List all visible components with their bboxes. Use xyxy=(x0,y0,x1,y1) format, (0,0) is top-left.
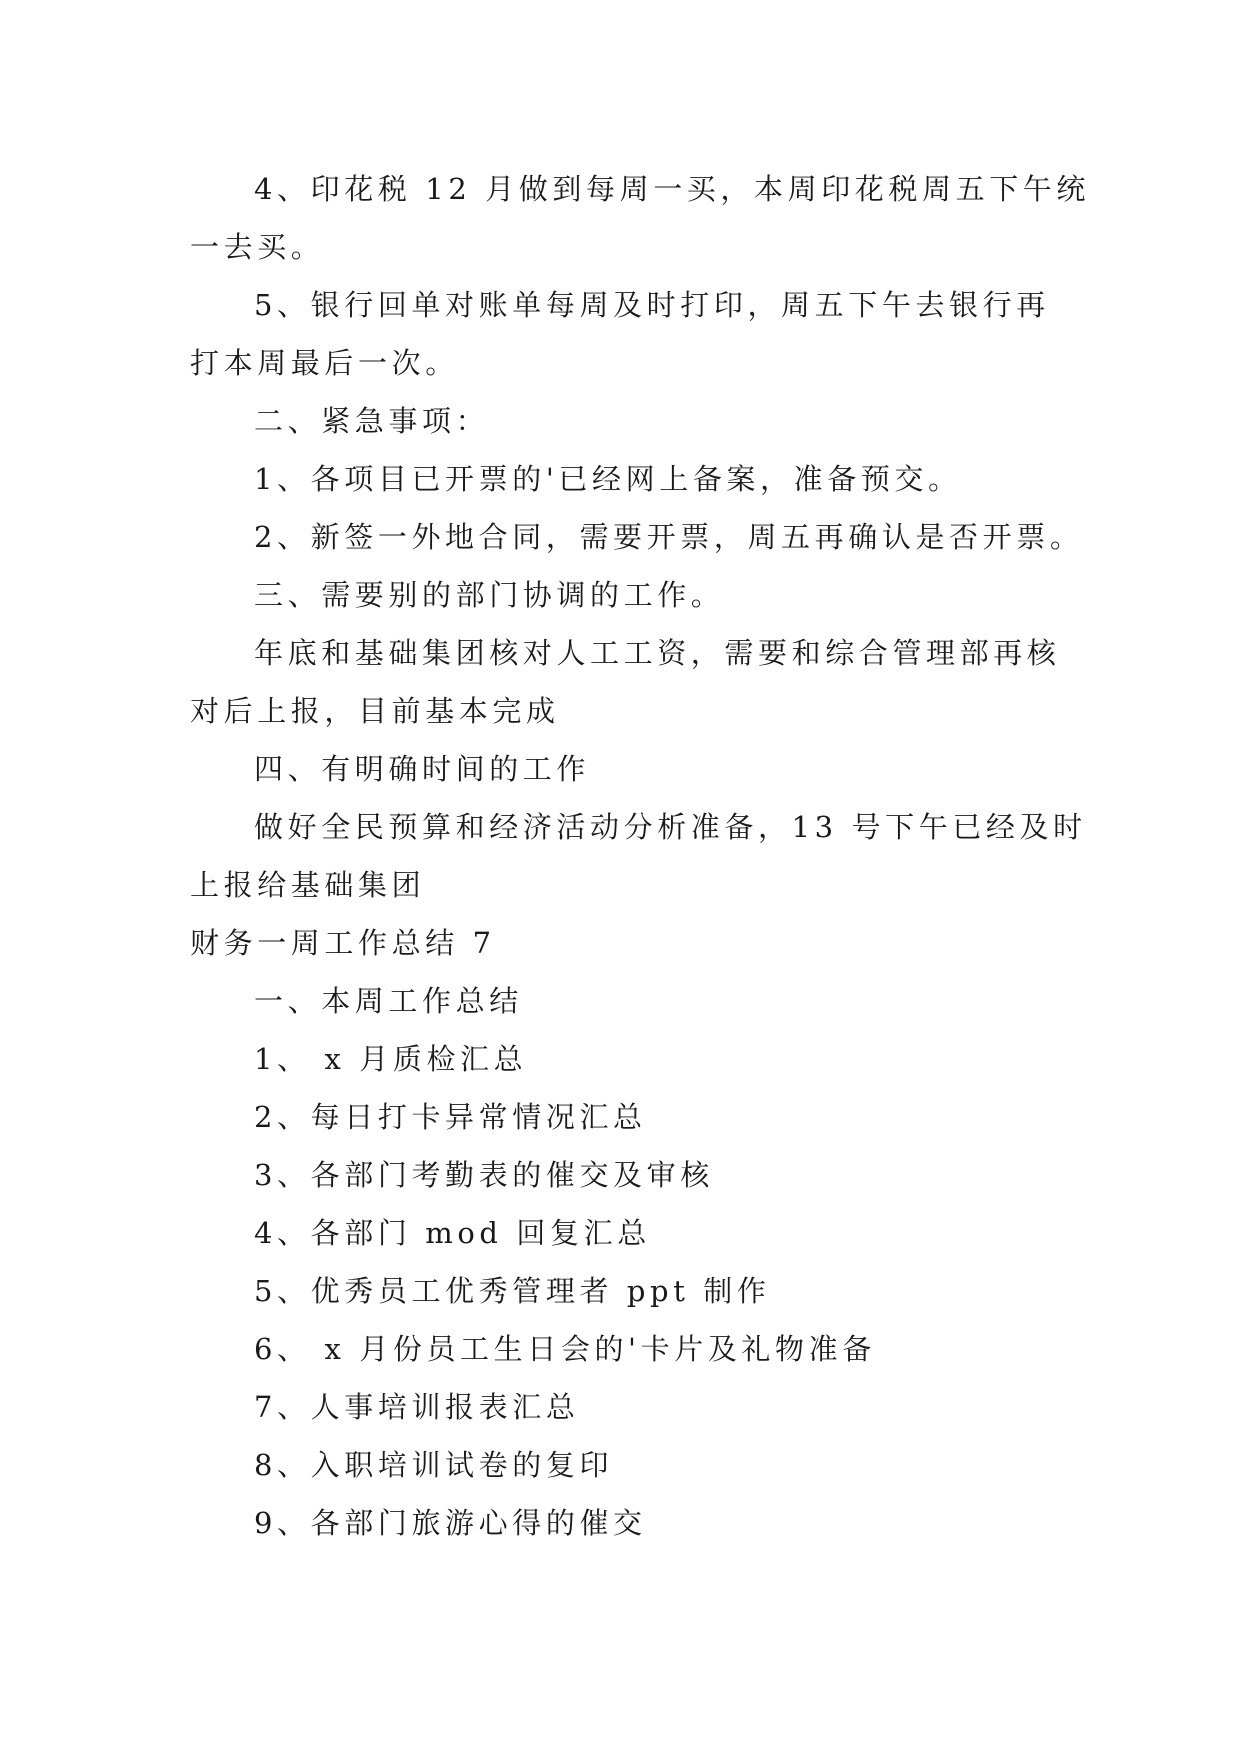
section-heading: 四、有明确时间的工作 xyxy=(254,752,591,786)
document-title: 财务一周工作总结 7 xyxy=(190,926,496,960)
list-item: 5、优秀员工优秀管理者 ppt 制作 xyxy=(254,1274,771,1308)
paragraph-line: 对后上报，目前基本完成 xyxy=(190,694,560,728)
paragraph-line: 上报给基础集团 xyxy=(190,868,426,902)
paragraph-line: 年底和基础集团核对人工工资，需要和综合管理部再核 xyxy=(254,636,1061,670)
section-heading: 三、需要别的部门协调的工作。 xyxy=(254,578,725,612)
list-item: 2、每日打卡异常情况汇总 xyxy=(254,1100,647,1134)
section-heading: 二、紧急事项： xyxy=(254,404,490,438)
paragraph-line: 一去买。 xyxy=(190,230,325,264)
list-item: 7、人事培训报表汇总 xyxy=(254,1390,580,1424)
list-item: 4、各部门 mod 回复汇总 xyxy=(254,1216,651,1250)
document-body xyxy=(190,160,1090,1552)
paragraph-line: 4、印花税 12 月做到每周一买，本周印花税周五下午统 xyxy=(254,172,1090,206)
list-item: 2、新签一外地合同，需要开票，周五再确认是否开票。 xyxy=(254,520,1084,554)
list-item: 8、入职培训试卷的复印 xyxy=(254,1448,614,1482)
paragraph-line: 打本周最后一次。 xyxy=(190,346,459,380)
paragraph-line: 做好全民预算和经济活动分析准备，13 号下午已经及时 xyxy=(254,810,1087,844)
section-heading: 一、本周工作总结 xyxy=(254,984,523,1018)
list-item: 3、各部门考勤表的催交及审核 xyxy=(254,1158,714,1192)
list-item: 1、 x 月质检汇总 xyxy=(254,1042,528,1076)
list-item: 9、各部门旅游心得的催交 xyxy=(254,1506,647,1540)
paragraph-line: 5、银行回单对账单每周及时打印，周五下午去银行再 xyxy=(254,288,1050,322)
list-item: 1、各项目已开票的'已经网上备案，准备预交。 xyxy=(254,462,962,496)
list-item: 6、 x 月份员工生日会的'卡片及礼物准备 xyxy=(254,1332,876,1366)
